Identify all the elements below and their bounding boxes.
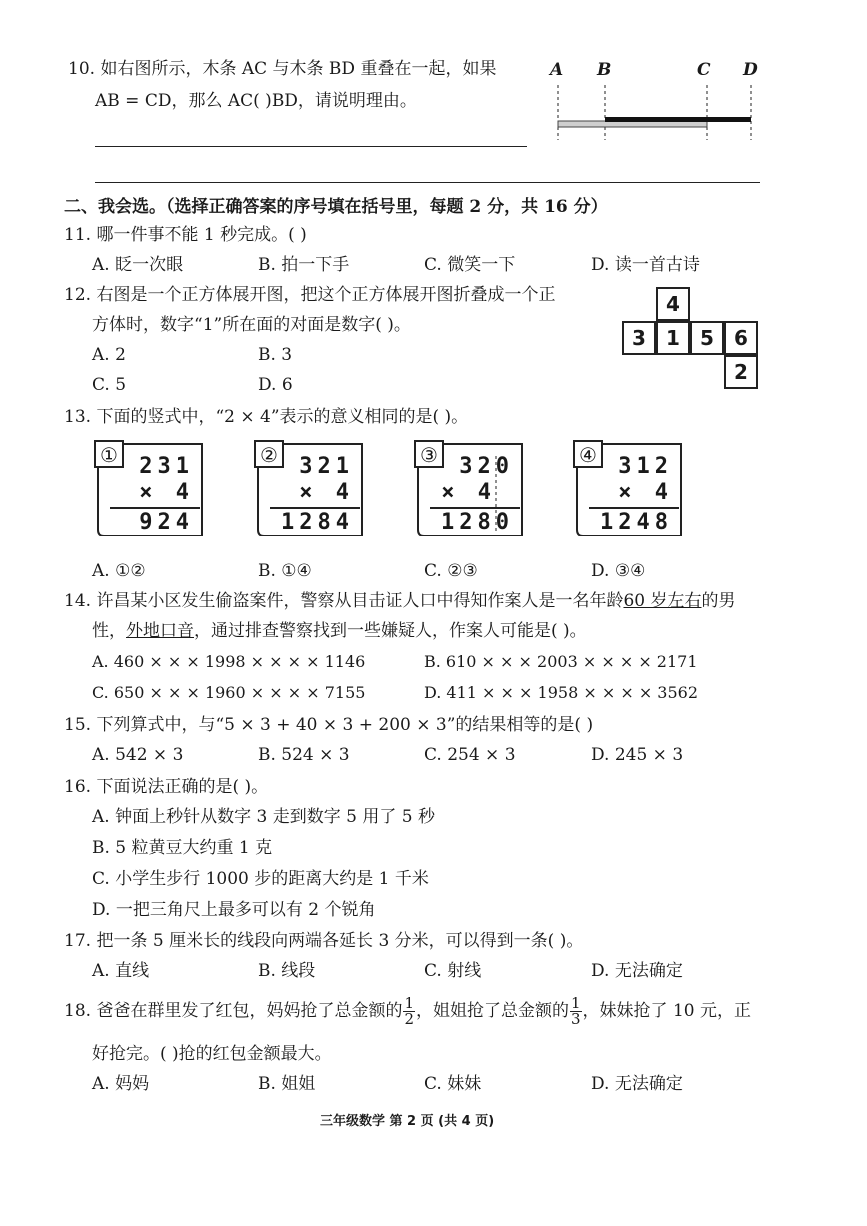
third-numerator: 1 xyxy=(571,994,581,1012)
q15-stem: 15. 下列算式中，与“5 × 3 + 40 × 3 + 200 × 3”的结果相等的是( ) xyxy=(64,715,594,735)
label-b: B xyxy=(597,60,612,80)
q17-option-b[interactable]: B. 线段 xyxy=(258,961,316,981)
q16-option-c[interactable]: C. 小学生步行 1000 步的距离大约是 1 千米 xyxy=(92,869,429,889)
q14-line1 xyxy=(64,590,736,612)
net-cell-3: 3 xyxy=(622,321,656,355)
q14-option-b[interactable]: B. 610 × × × 2003 × × × × 2171 xyxy=(424,652,698,671)
q13-option-a[interactable]: A. ①② xyxy=(92,561,146,581)
calc2-top: 321 xyxy=(299,454,354,479)
q17-stem: 17. 把一条 5 厘米长的线段向两端各延长 3 分米，可以得到一条( )。 xyxy=(64,931,584,951)
q12-option-d[interactable]: D. 6 xyxy=(258,375,293,395)
q18-mid: ，姐姐抢了总金额的 xyxy=(416,1001,569,1021)
q15-option-a[interactable]: A. 542 × 3 xyxy=(92,745,184,765)
third-denominator: 3 xyxy=(571,1010,581,1028)
q10-answer-line-1 xyxy=(95,146,527,147)
q11-option-a[interactable]: A. 眨一次眼 xyxy=(92,255,184,275)
q11-option-b[interactable]: B. 拍一下手 xyxy=(258,255,350,275)
vertical-calc-3 xyxy=(416,442,526,538)
q12-option-b[interactable]: B. 3 xyxy=(258,345,293,365)
q13-option-b[interactable]: B. ①④ xyxy=(258,561,312,581)
q16-option-b[interactable]: B. 5 粒黄豆大约重 1 克 xyxy=(92,838,273,858)
badge-1: ① xyxy=(94,440,124,468)
net-cell-5: 5 xyxy=(690,321,724,355)
badge-4: ④ xyxy=(573,440,603,468)
calc1-mul: × 4 xyxy=(139,480,194,505)
q14-option-d[interactable]: D. 411 × × × 1958 × × × × 3562 xyxy=(424,683,699,702)
q15-option-b[interactable]: B. 524 × 3 xyxy=(258,745,350,765)
q11-option-c[interactable]: C. 微笑一下 xyxy=(424,255,516,275)
calc3-result: 1280 xyxy=(441,510,514,535)
page-footer: 三年级数学 第 2 页 (共 4 页) xyxy=(320,1114,495,1129)
label-c: C xyxy=(697,60,711,80)
q16-option-d[interactable]: D. 一把三角尺上最多可以有 2 个锐角 xyxy=(92,900,376,920)
q18-pre: 18. 爸爸在群里发了红包，妈妈抢了总金额的 xyxy=(64,1001,403,1021)
q13-stem: 13. 下面的竖式中，“2 × 4”表示的意义相同的是( )。 xyxy=(64,407,469,427)
q13-option-c[interactable]: C. ②③ xyxy=(424,561,478,581)
q16-stem: 16. 下面说法正确的是( )。 xyxy=(64,777,269,797)
half-denominator: 2 xyxy=(404,1010,414,1028)
q14-option-a[interactable]: A. 460 × × × 1998 × × × × 1146 xyxy=(92,652,366,671)
net-cell-1: 1 xyxy=(656,321,690,355)
vertical-calc-2 xyxy=(256,442,366,538)
q15-option-d[interactable]: D. 245 × 3 xyxy=(591,745,684,765)
calc4-result: 1248 xyxy=(600,510,673,535)
q18-option-b[interactable]: B. 姐姐 xyxy=(258,1074,316,1094)
q17-option-a[interactable]: A. 直线 xyxy=(92,961,150,981)
calc1-result: 924 xyxy=(139,510,194,535)
q14-line2-pre: 性， xyxy=(92,621,126,641)
vertical-calc-1 xyxy=(96,442,206,538)
q14-line1-post: 的男 xyxy=(701,591,736,611)
net-cell-4: 4 xyxy=(656,287,690,321)
q12-line1: 12. 右图是一个正方体展开图，把这个正方体展开图折叠成一个正 xyxy=(64,285,556,305)
fraction-third xyxy=(570,996,582,1027)
calc2-result: 1284 xyxy=(281,510,354,535)
label-a: A xyxy=(550,60,564,80)
q10-line1: 10. 如右图所示，木条 AC 与木条 BD 重叠在一起，如果 xyxy=(68,59,497,79)
label-d: D xyxy=(743,60,758,80)
q18-line2: 好抢完。( )抢的红包金额最大。 xyxy=(92,1044,332,1064)
q18-option-d[interactable]: D. 无法确定 xyxy=(591,1074,683,1094)
calc4-mul: × 4 xyxy=(618,480,673,505)
q15-option-c[interactable]: C. 254 × 3 xyxy=(424,745,516,765)
half-numerator: 1 xyxy=(404,994,414,1012)
q12-option-c[interactable]: C. 5 xyxy=(92,375,127,395)
q12-option-a[interactable]: A. 2 xyxy=(92,345,126,365)
q14-accent: 外地口音 xyxy=(126,621,194,641)
q13-option-d[interactable]: D. ③④ xyxy=(591,561,646,581)
q16-option-a[interactable]: A. 钟面上秒针从数字 3 走到数字 5 用了 5 秒 xyxy=(92,807,435,827)
calc2-mul: × 4 xyxy=(299,480,354,505)
q17-option-d[interactable]: D. 无法确定 xyxy=(591,961,683,981)
q14-line2-post: ，通过排查警察找到一些嫌疑人，作案人可能是( )。 xyxy=(194,621,587,641)
q14-line2 xyxy=(92,620,587,642)
calc3-mul: × 4 xyxy=(441,480,496,505)
badge-2: ② xyxy=(254,440,284,468)
q11-stem: 11. 哪一件事不能 1 秒完成。( ) xyxy=(64,225,307,245)
calc3-top: 320 xyxy=(459,454,514,479)
net-cell-6: 6 xyxy=(724,321,758,355)
calc1-top: 231 xyxy=(139,454,194,479)
net-cell-2: 2 xyxy=(724,355,758,389)
q10-figure xyxy=(545,55,770,145)
section-heading: 二、我会选。（选择正确答案的序号填在括号里，每题 2 分，共 16 分） xyxy=(64,197,608,217)
q18-option-c[interactable]: C. 妹妹 xyxy=(424,1074,482,1094)
fraction-half xyxy=(403,996,415,1027)
q14-option-c[interactable]: C. 650 × × × 1960 × × × × 7155 xyxy=(92,683,366,702)
q11-option-d[interactable]: D. 读一首古诗 xyxy=(591,255,700,275)
q12-line2: 方体时，数字“1”所在面的对面是数字( )。 xyxy=(92,315,411,335)
vertical-calc-4 xyxy=(575,442,685,538)
q10-answer-line-2 xyxy=(95,182,760,183)
q14-line1-pre: 14. 许昌某小区发生偷盗案件，警察从目击证人口中得知作案人是一名年龄 xyxy=(64,591,624,611)
q18-line1 xyxy=(64,996,751,1027)
calc4-top: 312 xyxy=(618,454,673,479)
q10-line2: AB = CD，那么 AC( )BD，请说明理由。 xyxy=(95,91,417,111)
q14-age: 60 岁左右 xyxy=(623,591,702,611)
q18-post: ，妹妹抢了 10 元，正 xyxy=(582,1001,751,1021)
q18-option-a[interactable]: A. 妈妈 xyxy=(92,1074,150,1094)
q17-option-c[interactable]: C. 射线 xyxy=(424,961,482,981)
badge-3: ③ xyxy=(414,440,444,468)
